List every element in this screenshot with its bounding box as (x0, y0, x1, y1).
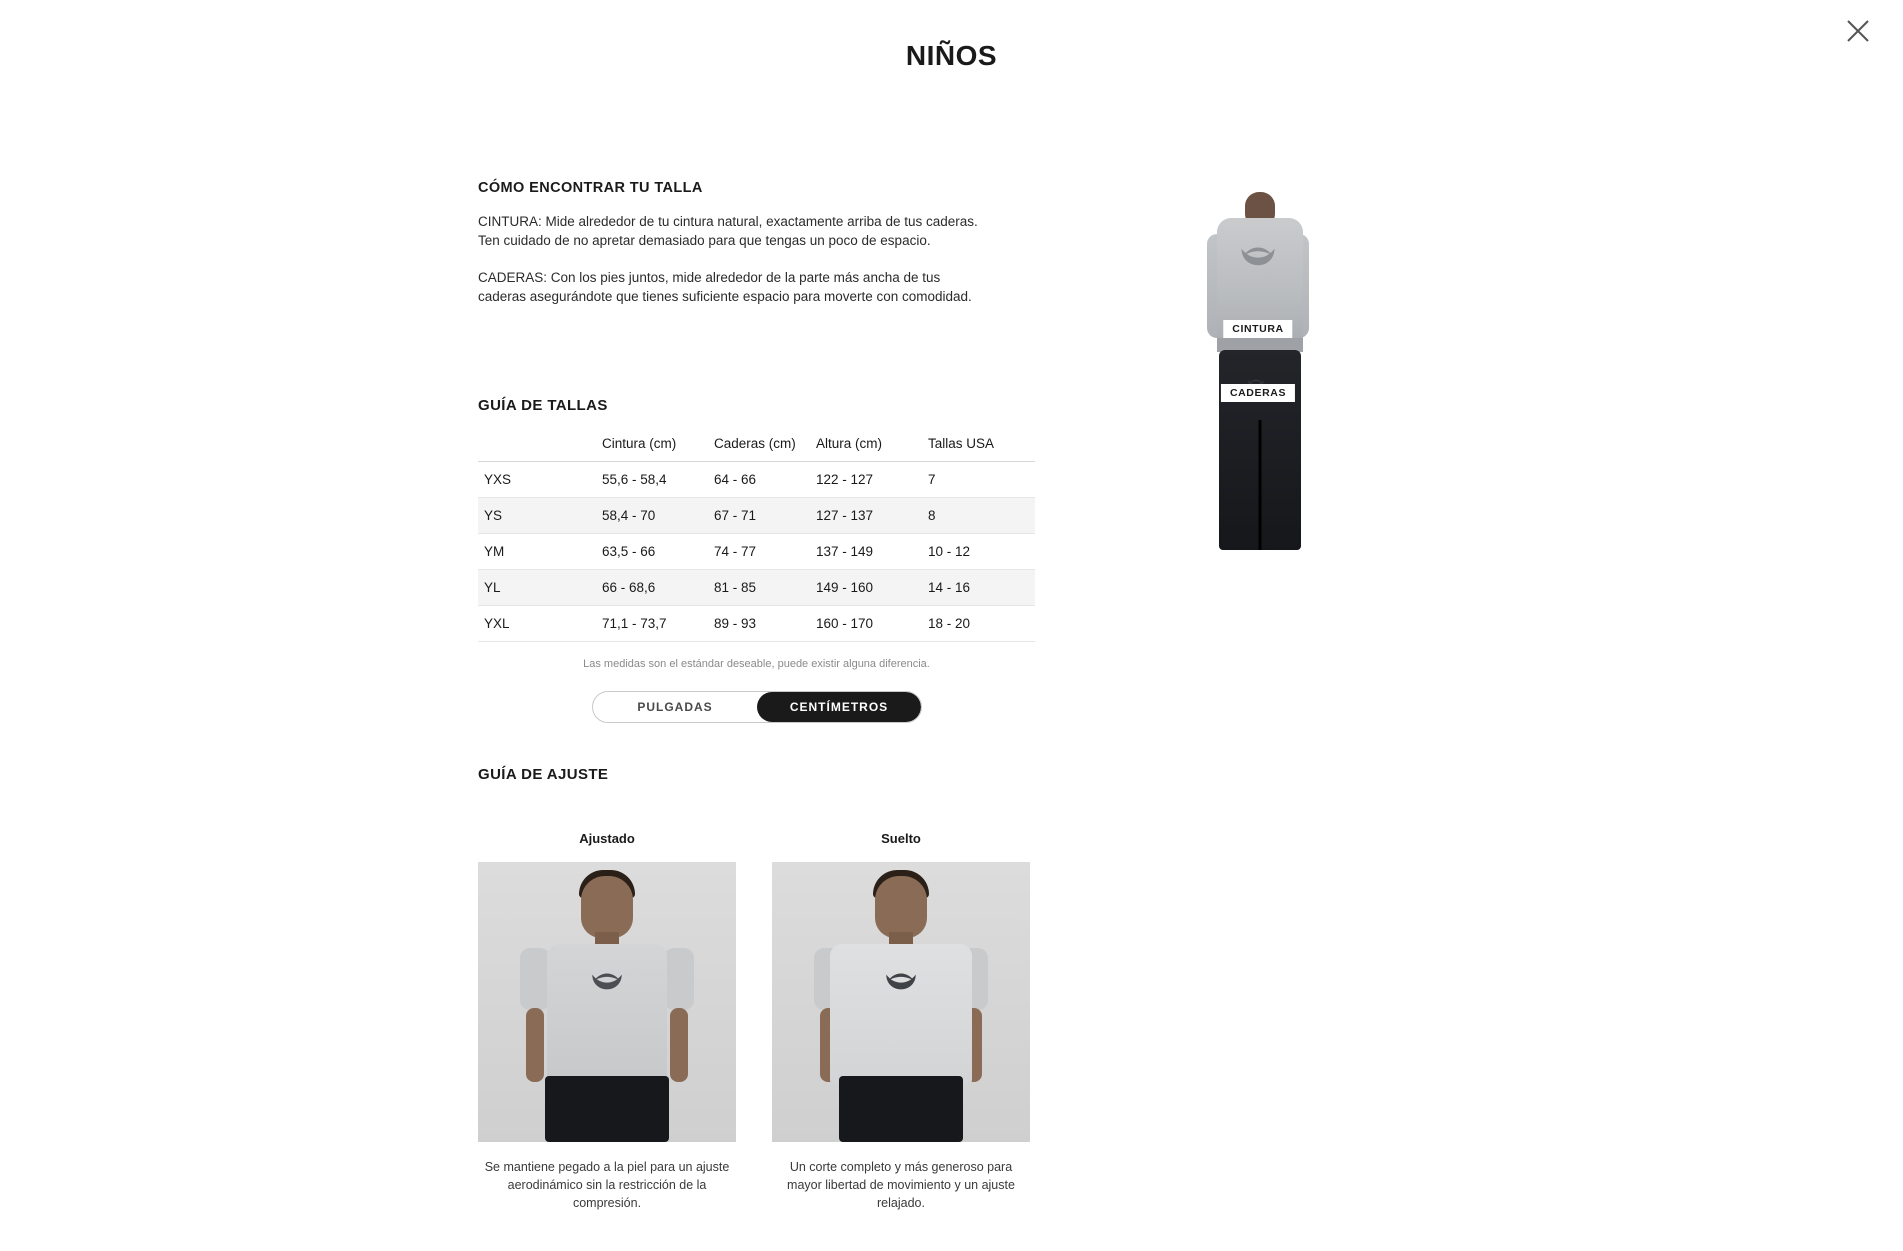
photo-shirt-loose (830, 944, 972, 1084)
cell-waist: 66 - 68,6 (596, 570, 708, 606)
cell-height: 149 - 160 (810, 570, 922, 606)
unit-option-inches[interactable]: PULGADAS (593, 692, 757, 722)
cell-height: 160 - 170 (810, 606, 922, 642)
fit-guide-section (478, 766, 1098, 1212)
unit-toggle[interactable] (592, 691, 922, 723)
fit-item-loose (772, 831, 1030, 1212)
col-header-usa: Tallas USA (922, 432, 1035, 462)
col-header-size (478, 432, 596, 462)
under-armour-logo-icon (1239, 246, 1277, 268)
fit-label-fitted: Ajustado (579, 831, 635, 846)
cell-usa: 8 (922, 498, 1035, 534)
cell-hips: 81 - 85 (708, 570, 810, 606)
photo-right-sleeve (664, 948, 694, 1010)
table-header-row (478, 432, 1035, 462)
measurement-model-image (1193, 182, 1323, 550)
cell-waist: 71,1 - 73,7 (596, 606, 708, 642)
cell-hips: 64 - 66 (708, 462, 810, 498)
cell-size: YS (478, 498, 596, 534)
photo-shorts (839, 1076, 963, 1142)
photo-left-sleeve (520, 948, 550, 1010)
table-row (478, 462, 1035, 498)
waist-tag: CINTURA (1223, 320, 1292, 338)
table-row (478, 498, 1035, 534)
cell-usa: 10 - 12 (922, 534, 1035, 570)
table-row (478, 534, 1035, 570)
photo-shirt-fitted (547, 944, 667, 1084)
col-header-waist: Cintura (cm) (596, 432, 708, 462)
photo-head (581, 876, 633, 938)
size-guide-section (478, 397, 1038, 670)
fit-label-loose: Suelto (881, 831, 921, 846)
close-icon[interactable] (1843, 10, 1885, 52)
table-row (478, 570, 1035, 606)
close-glyph (1843, 16, 1873, 46)
cell-usa: 7 (922, 462, 1035, 498)
fit-guide-heading: GUÍA DE AJUSTE (478, 766, 609, 783)
fit-caption-fitted: Se mantiene pegado a la piel para un ajuste aerodinámico sin la restricción de la compresión. (484, 1160, 730, 1210)
how-to-paragraph-hips: CADERAS: Con los pies juntos, mide alrededor de la parte más ancha de tus caderas asegurándote que tienes suficiente espacio para moverte con comodidad. (478, 270, 972, 304)
photo-right-arm (670, 1008, 688, 1082)
how-to-find-size-section (478, 180, 1038, 306)
cell-hips: 67 - 71 (708, 498, 810, 534)
cell-height: 137 - 149 (810, 534, 922, 570)
cell-usa: 18 - 20 (922, 606, 1035, 642)
cell-waist: 55,6 - 58,4 (596, 462, 708, 498)
fit-caption-loose: Un corte completo y más generoso para mayor libertad de movimiento y un ajuste relajado. (787, 1160, 1015, 1210)
size-guide-heading: GUÍA DE TALLAS (478, 397, 608, 414)
how-to-paragraph-waist: CINTURA: Mide alrededor de tu cintura natural, exactamente arriba de tus caderas. Ten cuidado de no apretar demasiado para que tengas un poco de espacio. (478, 214, 978, 248)
col-header-height: Altura (cm) (810, 432, 922, 462)
fit-guide-columns (478, 831, 1098, 1212)
unit-option-centimeters[interactable]: CENTÍMETROS (757, 692, 921, 722)
how-to-heading: CÓMO ENCONTRAR TU TALLA (478, 180, 703, 196)
fit-photo-fitted (478, 862, 736, 1142)
cell-waist: 63,5 - 66 (596, 534, 708, 570)
cell-usa: 14 - 16 (922, 570, 1035, 606)
page-title: NIÑOS (905, 40, 998, 71)
table-row (478, 606, 1035, 642)
under-armour-logo-icon (590, 972, 624, 992)
cell-waist: 58,4 - 70 (596, 498, 708, 534)
cell-size: YXL (478, 606, 596, 642)
photo-shorts (545, 1076, 669, 1142)
hips-tag: CADERAS (1221, 384, 1295, 402)
under-armour-logo-icon (884, 972, 918, 992)
cell-height: 127 - 137 (810, 498, 922, 534)
cell-hips: 74 - 77 (708, 534, 810, 570)
fit-photo-loose (772, 862, 1030, 1142)
cell-height: 122 - 127 (810, 462, 922, 498)
cell-size: YXS (478, 462, 596, 498)
fit-item-fitted (478, 831, 736, 1212)
photo-left-arm (526, 1008, 544, 1082)
size-table-note: Las medidas son el estándar deseable, puede existir alguna diferencia. (583, 658, 930, 670)
col-header-hips: Caderas (cm) (708, 432, 810, 462)
cell-size: YL (478, 570, 596, 606)
size-table (478, 432, 1035, 642)
cell-hips: 89 - 93 (708, 606, 810, 642)
photo-head (875, 876, 927, 938)
cell-size: YM (478, 534, 596, 570)
